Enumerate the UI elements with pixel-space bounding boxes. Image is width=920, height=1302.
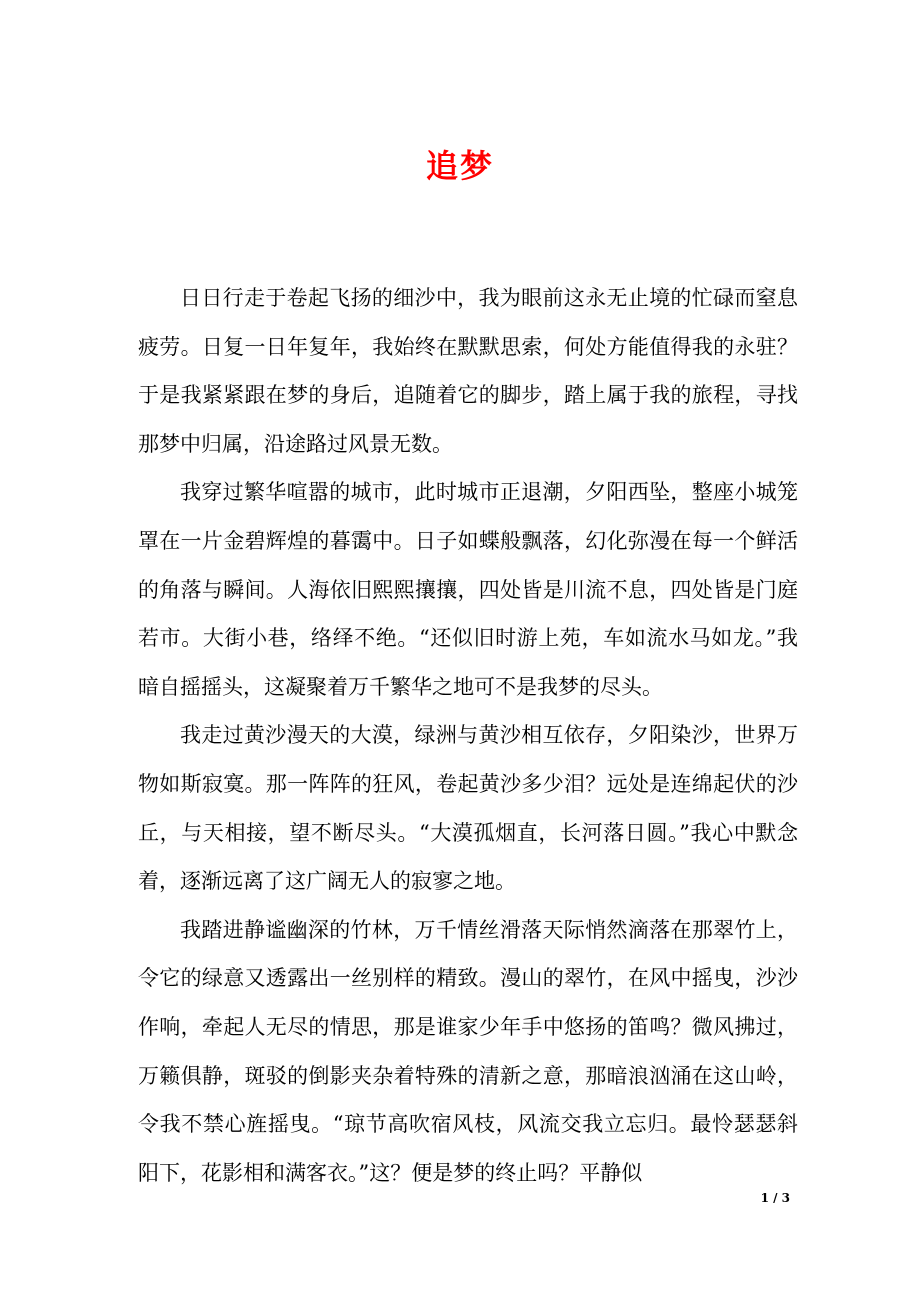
document-title: 追梦	[425, 147, 494, 185]
paragraph-4: 我踏进静谧幽深的竹林，万千情丝滑落天际悄然滴落在那翠竹上，令它的绿意又透露出一丝别样的精致。漫山的翠竹，在风中摇曳，沙沙作响，牵起人无尽的情思，那是谁家少年手中悠扬的笛鸣？微风拂过，万籁俱静，斑驳的倒影夹杂着特殊的清新之意，那暗浪汹涌在这山岭，令我不禁心旌摇曳。“琼节高吹宿风枝，风流交我立忘归。最怜瑟瑟斜阳下，花影相和满客衣。”这？便是梦的终止吗？平静似	[138, 917, 798, 1185]
paragraph-2: 我穿过繁华喧嚣的城市，此时城市正退潮，夕阳西坠，整座小城笼罩在一片金碧辉煌的暮霭中。日子如蝶般飘落，幻化弥漫在每一个鲜活的角落与瞬间。人海依旧熙熙攘攘，四处皆是川流不息，四处皆是门庭若市。大街小巷，络绎不绝。“还似旧时游上苑，车如流水马如龙。”我暗自摇摇头，这凝聚着万千繁华之地可不是我梦的尽头。	[138, 480, 798, 699]
paragraph-1: 日日行走于卷起飞扬的细沙中，我为眼前这永无止境的忙碌而窒息疲劳。日复一日年复年，我始终在默默思索，何处方能值得我的永驻？于是我紧紧跟在梦的身后，追随着它的脚步，踏上属于我的旅程，寻找那梦中归属，沿途路过风景无数。	[138, 286, 798, 456]
document-body	[138, 274, 798, 1197]
page-number: 1 / 3	[760, 1191, 790, 1205]
paragraph-3: 我走过黄沙漫天的大漠，绿洲与黄沙相互依存，夕阳染沙，世界万物如斯寂寞。那一阵阵的狂风，卷起黄沙多少泪？远处是连绵起伏的沙丘，与天相接，望不断尽头。“大漠孤烟直，长河落日圆。”我心中默念着，逐渐远离了这广阔无人的寂寥之地。	[138, 723, 798, 894]
